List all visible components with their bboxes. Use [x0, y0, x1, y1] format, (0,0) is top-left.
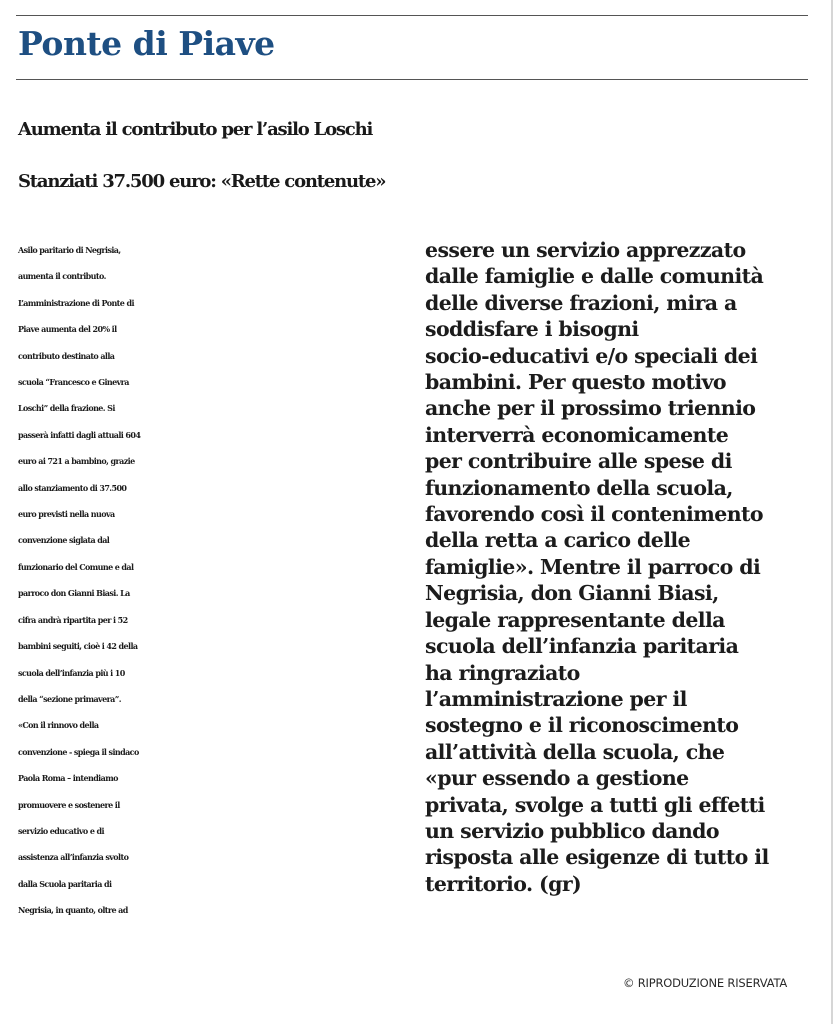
text-line: convenzione siglata dal	[18, 535, 110, 546]
text-line: funzionario del Comune e dal	[18, 561, 134, 572]
text-line: legale rappresentante della	[425, 607, 725, 632]
text-line: Paola Roma – intendiamo	[18, 773, 118, 784]
text-line: bambini. Per questo motivo	[425, 370, 726, 395]
text-line: euro previsti nella nuova	[18, 509, 115, 520]
text-line: dalle famiglie e dalle comunità	[425, 264, 764, 289]
text-line: allo stanziamento di 37.500	[18, 482, 127, 493]
text-line: privata, svolge a tutti gli effetti	[425, 792, 765, 817]
text-line: un servizio pubblico dando	[425, 818, 719, 843]
text-line: passerà infatti dagli attuali 604	[18, 429, 141, 440]
text-line: scuola “Francesco e Ginevra	[18, 377, 129, 388]
text-line: socio-educativi e/o speciali dei	[425, 343, 758, 368]
page-edge	[831, 0, 833, 1024]
headline	[18, 104, 818, 208]
text-line: delle diverse frazioni, mira a	[425, 290, 737, 315]
text-line: assistenza all’infanzia svolto	[18, 852, 129, 863]
text-line: promuovere e sostenere il	[18, 799, 120, 810]
article-column-left	[18, 237, 410, 924]
text-line: l’amministrazione per il	[425, 686, 687, 711]
text-line: risposta alle esigenze di tutto il	[425, 845, 769, 870]
section-rule	[16, 79, 808, 80]
text-line: «pur essendo a gestione	[425, 766, 689, 791]
headline-line-2: Stanziati 37.500 euro: «Rette contenute»	[18, 171, 386, 192]
text-line: funzionamento della scuola,	[425, 475, 733, 500]
text-line: per contribuire alle spese di	[425, 449, 732, 474]
text-line: Piave aumenta del 20% il	[18, 324, 117, 335]
text-line: della retta a carico delle	[425, 528, 691, 553]
text-line: euro ai 721 a bambino, grazie	[18, 456, 135, 467]
text-line: dalla Scuola paritaria di	[18, 878, 112, 889]
text-line: interverrà economicamente	[425, 422, 729, 447]
text-line: famiglie». Mentre il parroco di	[425, 554, 761, 579]
text-line: ha ringraziato	[425, 660, 580, 685]
text-line: L’amministrazione di Ponte di	[18, 297, 134, 308]
text-line: cifra andrà ripartita per i 52	[18, 614, 128, 625]
text-line: Negrisia, don Gianni Biasi,	[425, 581, 719, 606]
text-line: all’attività della scuola, che	[425, 739, 725, 764]
text-line: scuola dell’infanzia più i 10	[18, 667, 125, 678]
text-line: territorio. (gr)	[425, 871, 582, 896]
text-line: «Con il rinnovo della	[18, 720, 99, 731]
text-line: Negrisia, in quanto, oltre ad	[18, 905, 128, 916]
text-line: bambini seguiti, cioè i 42 della	[18, 641, 138, 652]
text-line: scuola dell’infanzia paritaria	[425, 634, 739, 659]
text-line: soddisfare i bisogni	[425, 317, 639, 342]
text-line: anche per il prossimo triennio	[425, 396, 756, 421]
text-line: essere un servizio apprezzato	[425, 238, 746, 262]
text-line: della “sezione primavera”.	[18, 693, 121, 704]
text-line: sostegno e il riconoscimento	[425, 713, 739, 738]
text-line: favorendo così il contenimento	[425, 502, 763, 527]
copyright-notice: © RIPRODUZIONE RISERVATA	[623, 976, 788, 990]
text-line: convenzione - spiega il sindaco	[18, 746, 139, 757]
text-line: Loschi” della frazione. Si	[18, 403, 115, 414]
headline-line-1: Aumenta il contributo per l’asilo Loschi	[18, 119, 373, 140]
text-line: contributo destinato alla	[18, 350, 115, 361]
article-column-right	[425, 237, 817, 897]
text-line: aumenta il contributo.	[18, 271, 106, 282]
text-line: servizio educativo e di	[18, 825, 104, 836]
text-line: parroco don Gianni Biasi. La	[18, 588, 130, 599]
text-line: Asilo paritario di Negrisia,	[18, 245, 121, 255]
section-title: Ponte di Piave	[18, 24, 275, 63]
top-rule	[16, 15, 808, 16]
